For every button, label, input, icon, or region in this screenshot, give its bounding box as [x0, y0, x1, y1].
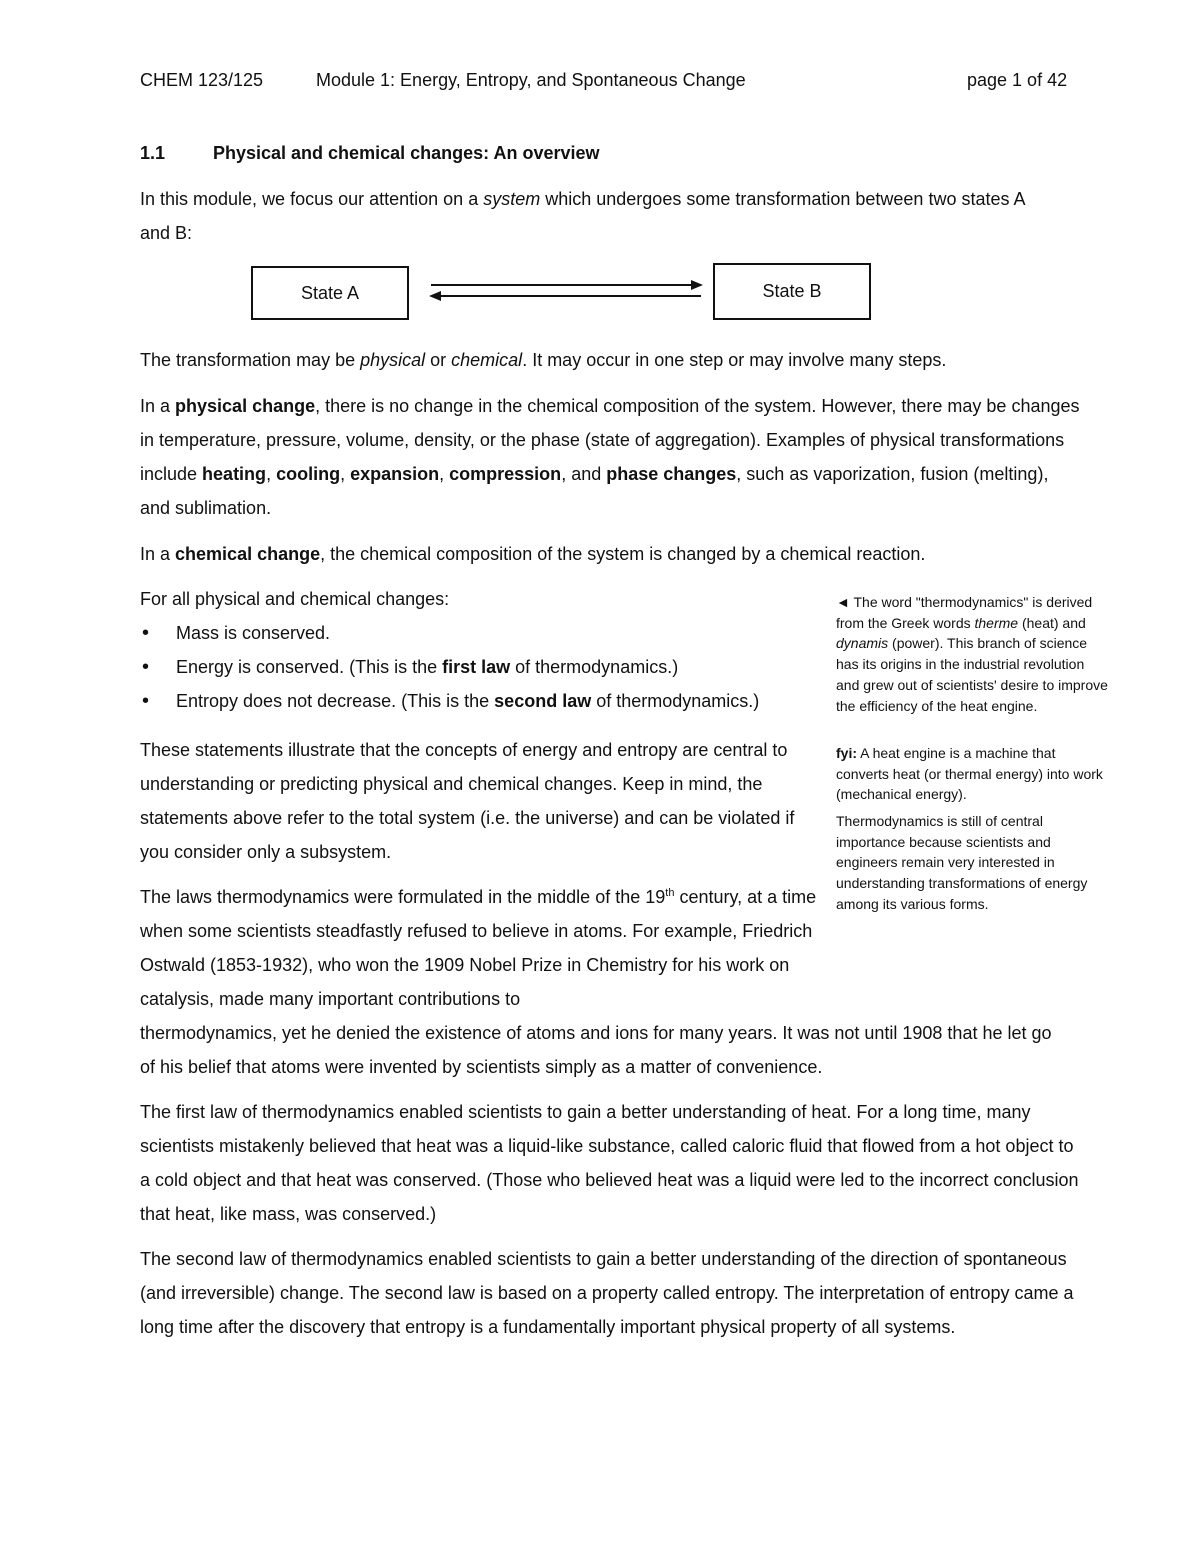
- sidenote-etymology: ◄ The word "thermodynamics" is derived from the Greek words therme (heat) and dynamis (power). This branch of science has its origins in the industrial revolution and grew out of scientists' desire to improve the efficiency of the heat engine.: [836, 594, 1108, 714]
- state-b-label: State B: [762, 281, 822, 301]
- sidenote-fyi: fyi: A heat engine is a machine that converts heat (or thermal energy) into work (mechanical energy).: [836, 745, 1103, 803]
- first-law-paragraph: The first law of thermodynamics enabled scientists to gain a better understanding of heat. For a long time, many scientists mistakenly believed that heat was a liquid-like substance, called caloric fluid that flowed from a hot object to a cold object and that heat was conserved. (Those who believed heat was a liquid were led to the incorrect conclusion that heat, like mass, was conserved.): [140, 1102, 1079, 1224]
- statements-paragraph: These statements illustrate that the concepts of energy and entropy are central to understanding or predicting physical and chemical changes. Keep in mind, the statements above refer to the total system (i.e. the universe) and can be violated if you consider only a subsystem.: [140, 740, 795, 862]
- history-paragraph-part1: The laws thermodynamics were formulated in the middle of the 19th century, at a time when some scientists steadfastly refused to believe in atoms. For example, Friedrich Ostwald (1853-1932), who won the 1909 Nobel Prize in Chemistry for his work on catalysis, made many important contributions to: [140, 887, 817, 1009]
- equilibrium-arrows: [425, 276, 707, 306]
- left-pointer-icon: ◄: [836, 594, 850, 610]
- history-paragraph-part2: thermodynamics, yet he denied the existence of atoms and ions for many years. It was not until 1908 that he let go of his belief that atoms were invented by scientists simply as a matter of convenience.: [140, 1023, 1052, 1077]
- second-law-paragraph: The second law of thermodynamics enabled scientists to gain a better understanding of the direction of spontaneous (and irreversible) change. The second law is based on a property called entropy. The interpretation of entropy came a long time after the discovery that entropy is a fundamentally important physical property of all systems.: [140, 1249, 1074, 1337]
- state-b-box: [713, 263, 871, 320]
- header-module-title: Module 1: Energy, Entropy, and Spontaneous Change: [316, 70, 746, 90]
- list-item-energy: • Energy is conserved. (This is the first law of thermodynamics.): [140, 650, 820, 684]
- list-item-entropy: • Entropy does not decrease. (This is the second law of thermodynamics.): [140, 684, 820, 718]
- state-a-box: [251, 266, 409, 320]
- state-a-label: State A: [300, 282, 360, 303]
- chemical-change-paragraph: In a chemical change, the chemical composition of the system is changed by a chemical reaction.: [140, 544, 926, 564]
- intro-paragraph: In this module, we focus our attention on a system which undergoes some transformation between two states A and B:: [140, 189, 1025, 243]
- physical-change-paragraph: In a physical change, there is no change in the chemical composition of the system. However, there may be changes in temperature, pressure, volume, density, or the phase (state of aggregation). Examples of physical transformations include heating, cooling, expansion, compression, and phase changes, such as vaporization, fusion (melting), and sublimation.: [140, 396, 1080, 518]
- list-intro: For all physical and chemical changes:: [140, 589, 450, 609]
- sidenote-importance: Thermodynamics is still of central importance because scientists and engineers remain very interested in understanding transformations of energy among its various forms.: [836, 813, 1088, 912]
- list-item-mass: • Mass is conserved.: [140, 616, 820, 650]
- header-course: CHEM 123/125: [140, 70, 264, 90]
- header-page-number: page 1 of 42: [967, 70, 1068, 90]
- section-number: 1.1: [140, 143, 166, 163]
- conservation-list: [140, 582, 820, 718]
- transformation-paragraph: The transformation may be physical or chemical. It may occur in one step or may involve many steps.: [140, 350, 947, 370]
- section-title: Physical and chemical changes: An overview: [213, 143, 600, 163]
